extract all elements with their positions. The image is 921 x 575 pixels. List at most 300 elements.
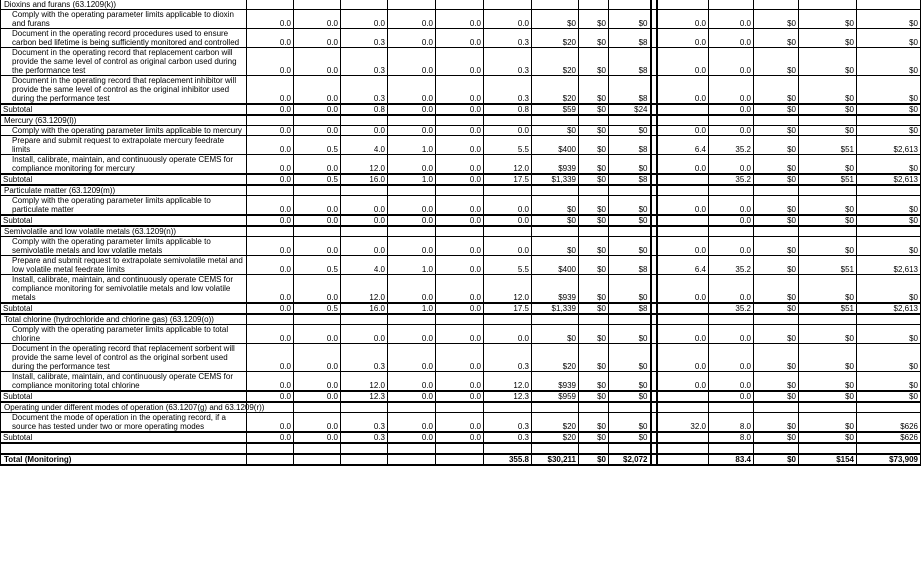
table-row-value: $0 (579, 136, 609, 155)
section-header-empty (709, 115, 754, 126)
subtotal-row-value: 0.0 (388, 432, 436, 443)
section-header-empty (579, 402, 609, 413)
subtotal-row-value: $20 (532, 432, 579, 443)
section-header-empty (657, 314, 709, 325)
section-header-empty (294, 115, 341, 126)
section-header-empty (341, 115, 388, 126)
table-row-value: 0.0 (709, 48, 754, 76)
table-row-label: Install, calibrate, maintain, and continuously operate CEMS for compliance monitoring for semivolatile metals and low volatile metals (1, 275, 247, 304)
section-header-empty (247, 226, 294, 237)
subtotal-row-value: 1.0 (388, 303, 436, 314)
section-header-empty (484, 185, 532, 196)
table-row-value: $0 (857, 372, 921, 392)
table-row-value: 12.0 (484, 275, 532, 304)
table-row-value: $0 (799, 10, 857, 29)
subtotal-row-value: 0.5 (294, 174, 341, 185)
section-header-empty (799, 226, 857, 237)
table-row-label: Document in the operating record procedures used to ensure carbon bed lifetime is being sufficiently monitored and controlled (1, 29, 247, 48)
table-row-value: $0 (857, 48, 921, 76)
section-header-empty (799, 402, 857, 413)
total-row-value (247, 454, 294, 465)
section-header-empty (657, 115, 709, 126)
table-row-value: 0.0 (709, 372, 754, 392)
subtotal-row-value: $959 (532, 391, 579, 402)
table-row (1, 48, 921, 76)
subtotal-row (1, 303, 921, 314)
section-header (1, 402, 921, 413)
table-row-value: 32.0 (657, 413, 709, 433)
table-row-value: $0 (609, 126, 651, 136)
subtotal-row-value: 12.3 (484, 391, 532, 402)
subtotal-row-value: 12.3 (341, 391, 388, 402)
spacer-row-empty (799, 443, 857, 454)
table-row-value: $0 (532, 237, 579, 256)
table-row-value: 4.0 (341, 256, 388, 275)
subtotal-row-value: 0.0 (294, 104, 341, 115)
subtotal-row-value: $0 (799, 215, 857, 226)
table-row-value: $0 (579, 413, 609, 433)
total-row-label: Total (Monitoring) (1, 454, 247, 465)
table-row-label: Comply with the operating parameter limits applicable to particulate matter (1, 196, 247, 216)
table-row-value: 0.0 (388, 196, 436, 216)
table-row-value: $0 (799, 275, 857, 304)
table-row-value: 0.0 (709, 237, 754, 256)
subtotal-row-value: $0 (857, 391, 921, 402)
section-header-empty (532, 0, 579, 10)
table-row-value: $0 (857, 325, 921, 344)
table-row-value: $0 (754, 196, 799, 216)
table-row-value: 0.0 (388, 48, 436, 76)
subtotal-row-value: 16.0 (341, 174, 388, 185)
table-row-value: 0.0 (484, 10, 532, 29)
section-header-empty (436, 185, 484, 196)
spacer-row-empty (247, 443, 294, 454)
section-header-empty (579, 185, 609, 196)
spacer-row-empty (709, 443, 754, 454)
table-row-value: $0 (857, 275, 921, 304)
table-row-value: $0 (754, 344, 799, 372)
total-row (1, 454, 921, 465)
table-row-value: 0.0 (247, 155, 294, 175)
total-row-value: 83.4 (709, 454, 754, 465)
table-row-value: $0 (754, 325, 799, 344)
table-row-value: $0 (857, 237, 921, 256)
table-row-value: $0 (799, 325, 857, 344)
section-header-empty (341, 185, 388, 196)
table-row-value: $0 (799, 126, 857, 136)
section-header-empty (857, 185, 921, 196)
section-header (1, 185, 921, 196)
table-row-value: $0 (579, 196, 609, 216)
table-row-value: $400 (532, 256, 579, 275)
section-header-empty (294, 402, 341, 413)
subtotal-row-value: $2,613 (857, 174, 921, 185)
table-row-value: 6.4 (657, 256, 709, 275)
subtotal-row-value: $8 (609, 303, 651, 314)
table-row-value: 0.0 (657, 275, 709, 304)
table-row-value: $20 (532, 29, 579, 48)
table-row-value: 0.0 (388, 10, 436, 29)
table-row-value: 0.0 (388, 344, 436, 372)
section-header-empty (579, 226, 609, 237)
table-row-value: 0.0 (657, 155, 709, 175)
table-row-value: $0 (754, 155, 799, 175)
subtotal-row-value: 0.0 (247, 174, 294, 185)
subtotal-row-value: $0 (857, 104, 921, 115)
table-row-value: 0.0 (294, 10, 341, 29)
table-row-value: $0 (609, 10, 651, 29)
table-row-value: $0 (857, 196, 921, 216)
section-header-empty (857, 402, 921, 413)
subtotal-row-value: $0 (579, 391, 609, 402)
table-row-value: 6.4 (657, 136, 709, 155)
subtotal-row-value: $0 (754, 174, 799, 185)
table-row-value: $0 (579, 237, 609, 256)
spacer-row-empty (341, 443, 388, 454)
table-row-value: 0.0 (709, 10, 754, 29)
table-row-value: 0.0 (247, 29, 294, 48)
subtotal-row-label: Subtotal (1, 215, 247, 226)
section-header-empty (532, 226, 579, 237)
table-row-label: Prepare and submit request to extrapolate mercury feedrate limits (1, 136, 247, 155)
table-row-value: $0 (609, 155, 651, 175)
table-row-value: 0.0 (294, 325, 341, 344)
table-row-label: Document the mode of operation in the operating record, if a source has tested under two or more operating modes (1, 413, 247, 433)
table-row-value: 0.0 (436, 256, 484, 275)
table-row-value: $0 (754, 136, 799, 155)
table-row-value: $0 (857, 155, 921, 175)
table-row-value: 0.0 (247, 344, 294, 372)
subtotal-row-value: $51 (799, 174, 857, 185)
table-row-value: $0 (799, 29, 857, 48)
table-row-value: $0 (857, 29, 921, 48)
section-header-empty (754, 402, 799, 413)
total-row-value (388, 454, 436, 465)
total-row-value: $2,072 (609, 454, 651, 465)
table-row-value: 0.0 (247, 10, 294, 29)
subtotal-row-value: 35.2 (709, 303, 754, 314)
table-row-value: 0.0 (294, 372, 341, 392)
subtotal-row (1, 432, 921, 443)
table-row-value: 0.0 (294, 275, 341, 304)
table-row-value: 0.0 (388, 325, 436, 344)
section-header-empty (247, 185, 294, 196)
section-header-empty (799, 185, 857, 196)
table-row-value: 0.3 (341, 76, 388, 105)
table-row-value: $8 (609, 136, 651, 155)
table-row-value: 0.0 (709, 76, 754, 105)
table-row-value: 0.0 (247, 372, 294, 392)
subtotal-row-value: 17.5 (484, 174, 532, 185)
table-row-value: 0.0 (484, 237, 532, 256)
table-row-value: $0 (857, 126, 921, 136)
table-row-value: $0 (754, 48, 799, 76)
subtotal-row-value: $0 (754, 303, 799, 314)
table-row-value: $0 (609, 372, 651, 392)
table-row (1, 344, 921, 372)
table-row-value: $8 (609, 76, 651, 105)
section-header-empty (857, 0, 921, 10)
table-row-value: $20 (532, 413, 579, 433)
table-row-value: 0.3 (484, 413, 532, 433)
section-header-empty (532, 314, 579, 325)
section-header-empty (754, 185, 799, 196)
subtotal-row-value: $0 (579, 303, 609, 314)
table-row-value: $0 (857, 10, 921, 29)
section-header-empty (857, 115, 921, 126)
table-row-value: 0.0 (436, 372, 484, 392)
subtotal-row-value: 0.5 (294, 303, 341, 314)
section-header-empty (484, 0, 532, 10)
table-row-value: 0.0 (436, 344, 484, 372)
table-row-value: $51 (799, 136, 857, 155)
table-row-value: $400 (532, 136, 579, 155)
section-header-empty (799, 314, 857, 325)
section-header-empty (388, 115, 436, 126)
table-row-value: 0.0 (657, 196, 709, 216)
table-row (1, 29, 921, 48)
table-row-value: 0.0 (247, 256, 294, 275)
section-header-empty (709, 185, 754, 196)
table-row-value: $2,613 (857, 136, 921, 155)
subtotal-row-value: 0.0 (484, 215, 532, 226)
subtotal-row-value: 0.0 (709, 391, 754, 402)
total-row-value: $0 (579, 454, 609, 465)
table-row-value: $0 (754, 76, 799, 105)
table-row-value: $0 (579, 344, 609, 372)
section-header-empty (799, 115, 857, 126)
table-row-value: 5.5 (484, 136, 532, 155)
section-header-empty (609, 226, 651, 237)
table-row-value: 12.0 (341, 155, 388, 175)
table-row-value: $0 (754, 413, 799, 433)
table-row (1, 10, 921, 29)
table-row (1, 372, 921, 392)
subtotal-row (1, 174, 921, 185)
subtotal-row-value: $0 (799, 391, 857, 402)
section-header-empty (657, 402, 709, 413)
table-row-value: 0.0 (436, 10, 484, 29)
section-header-empty (609, 115, 651, 126)
table-row-value: 0.0 (436, 275, 484, 304)
table-row (1, 413, 921, 433)
table-row-value: $0 (799, 155, 857, 175)
subtotal-row-value: $59 (532, 104, 579, 115)
table-row-value: 0.0 (436, 76, 484, 105)
section-header-empty (484, 226, 532, 237)
spacer-row-empty (388, 443, 436, 454)
table-row-value: 0.0 (709, 325, 754, 344)
total-row-value: $0 (754, 454, 799, 465)
subtotal-row-value (657, 303, 709, 314)
table-row (1, 155, 921, 175)
table-row-value: 0.0 (294, 237, 341, 256)
table-row-label: Install, calibrate, maintain, and continuously operate CEMS for compliance monitoring for mercury (1, 155, 247, 175)
table-row-value: 0.0 (388, 413, 436, 433)
table-row-value: $0 (799, 76, 857, 105)
table-row-label: Comply with the operating parameter limits applicable to dioxin and furans (1, 10, 247, 29)
table-row-value: 0.3 (484, 48, 532, 76)
table-row (1, 76, 921, 105)
table-row (1, 275, 921, 304)
table-row-value: 0.0 (247, 325, 294, 344)
spacer-row-empty (579, 443, 609, 454)
table-row-value: 0.0 (436, 237, 484, 256)
table-row-value: 0.0 (247, 48, 294, 76)
section-header-empty (388, 185, 436, 196)
subtotal-row-value: 0.0 (247, 391, 294, 402)
total-row-value (294, 454, 341, 465)
total-row-value: $30,211 (532, 454, 579, 465)
section-header-empty (754, 314, 799, 325)
table-row-value: $0 (609, 413, 651, 433)
table-row-value: $939 (532, 372, 579, 392)
section-header-empty (532, 115, 579, 126)
table-row-value: 0.0 (484, 196, 532, 216)
table-row-value: 0.0 (709, 155, 754, 175)
table-row-value: $0 (857, 344, 921, 372)
table-row-value: 0.0 (341, 10, 388, 29)
table-row-value: $0 (799, 372, 857, 392)
table-row-value: 0.0 (294, 126, 341, 136)
section-header-empty (709, 0, 754, 10)
table-row-value: $0 (579, 325, 609, 344)
table-row-value: 0.0 (436, 413, 484, 433)
table-row-value: 0.0 (294, 344, 341, 372)
table-row-value: 0.3 (484, 344, 532, 372)
table-row-value: $0 (579, 256, 609, 275)
section-header-empty (388, 0, 436, 10)
table-row-value: 0.0 (388, 275, 436, 304)
subtotal-row-value: 0.0 (294, 215, 341, 226)
subtotal-row-label: Subtotal (1, 174, 247, 185)
table-row-value: 12.0 (484, 155, 532, 175)
subtotal-row-value: $2,613 (857, 303, 921, 314)
table-row-value: 0.0 (484, 325, 532, 344)
table-row-value: 35.2 (709, 256, 754, 275)
table-row-value: $0 (609, 237, 651, 256)
table-row-value: $0 (754, 10, 799, 29)
section-header-empty (388, 226, 436, 237)
table-row-value: 0.5 (294, 256, 341, 275)
table-row-value: $0 (579, 48, 609, 76)
section-header-empty (709, 402, 754, 413)
subtotal-row-value: 16.0 (341, 303, 388, 314)
section-header-label: Operating under different modes of operation (63.1207(g) and 63.1209(r)) (1, 402, 247, 413)
table-row-value: $0 (579, 155, 609, 175)
section-header-empty (247, 314, 294, 325)
table-row-value: 0.3 (341, 29, 388, 48)
subtotal-row-label: Subtotal (1, 303, 247, 314)
section-header-empty (436, 115, 484, 126)
subtotal-row-value: $0 (579, 432, 609, 443)
table-row-value: 0.0 (436, 325, 484, 344)
table-row-value: 8.0 (709, 413, 754, 433)
table-row-value: 0.0 (247, 126, 294, 136)
section-header-label: Mercury (63.1209(l)) (1, 115, 247, 126)
section-header-empty (247, 115, 294, 126)
subtotal-row-value: 0.0 (388, 391, 436, 402)
section-header-empty (436, 226, 484, 237)
subtotal-row-value: 17.5 (484, 303, 532, 314)
subtotal-row-value: $8 (609, 174, 651, 185)
table-row-value: $0 (754, 29, 799, 48)
table-row-value: $0 (754, 372, 799, 392)
table-row-value: 0.0 (709, 275, 754, 304)
subtotal-row-value: 0.3 (484, 432, 532, 443)
total-row-value: $73,909 (857, 454, 921, 465)
subtotal-row-value: $0 (609, 391, 651, 402)
table-row-value: 0.0 (436, 29, 484, 48)
section-header-empty (857, 226, 921, 237)
total-row-value (657, 454, 709, 465)
table-row-value: 0.0 (247, 136, 294, 155)
table-row-value: 0.5 (294, 136, 341, 155)
subtotal-row-value: 0.0 (436, 391, 484, 402)
table-row-value: 0.0 (341, 237, 388, 256)
table-row-label: Document in the operating record that replacement carbon will provide the same level of control as original carbon used during the performance test (1, 48, 247, 76)
section-header (1, 226, 921, 237)
section-header-empty (436, 314, 484, 325)
section-header-empty (436, 402, 484, 413)
table-row-value: $0 (754, 275, 799, 304)
table-row-value: 0.3 (341, 48, 388, 76)
table-row-value: $0 (579, 275, 609, 304)
section-header-empty (341, 314, 388, 325)
spacer-row-empty (294, 443, 341, 454)
table-row-value: $51 (799, 256, 857, 275)
section-header (1, 314, 921, 325)
total-row-value: 355.8 (484, 454, 532, 465)
spacer-row (1, 443, 921, 454)
table-row-value: 0.0 (341, 196, 388, 216)
subtotal-row-value: 0.0 (709, 215, 754, 226)
section-header-empty (532, 402, 579, 413)
table-row-value: 0.3 (341, 413, 388, 433)
total-row-value: $154 (799, 454, 857, 465)
spacer-row-empty (754, 443, 799, 454)
table-row-value: 0.0 (709, 29, 754, 48)
section-header-empty (294, 0, 341, 10)
subtotal-row-value (657, 174, 709, 185)
subtotal-row-value: $0 (754, 391, 799, 402)
table-row-value: 0.0 (294, 48, 341, 76)
table-row-value: $0 (532, 196, 579, 216)
spacer-row-empty (657, 443, 709, 454)
subtotal-row-value: $626 (857, 432, 921, 443)
section-header-empty (857, 314, 921, 325)
table-row-value: 0.0 (657, 372, 709, 392)
table-row-value: 0.0 (388, 237, 436, 256)
subtotal-row (1, 104, 921, 115)
table-row-value: 0.0 (388, 372, 436, 392)
subtotal-row-value: $0 (754, 432, 799, 443)
section-header-label: Total chlorine (hydrochloride and chlorine gas) (63.1209(o)) (1, 314, 247, 325)
subtotal-row-value: $24 (609, 104, 651, 115)
table-row-value: 0.0 (657, 10, 709, 29)
table-row-value: 0.0 (247, 237, 294, 256)
table-row-label: Comply with the operating parameter limits applicable to semivolatile metals and low volatile metals (1, 237, 247, 256)
subtotal-row-label: Subtotal (1, 104, 247, 115)
table-row-value: 4.0 (341, 136, 388, 155)
subtotal-row-value: $0 (799, 104, 857, 115)
table-row (1, 237, 921, 256)
table-row (1, 256, 921, 275)
total-row-value (341, 454, 388, 465)
table-row-value: 0.0 (294, 155, 341, 175)
section-header-empty (657, 226, 709, 237)
spacer-row-empty (532, 443, 579, 454)
